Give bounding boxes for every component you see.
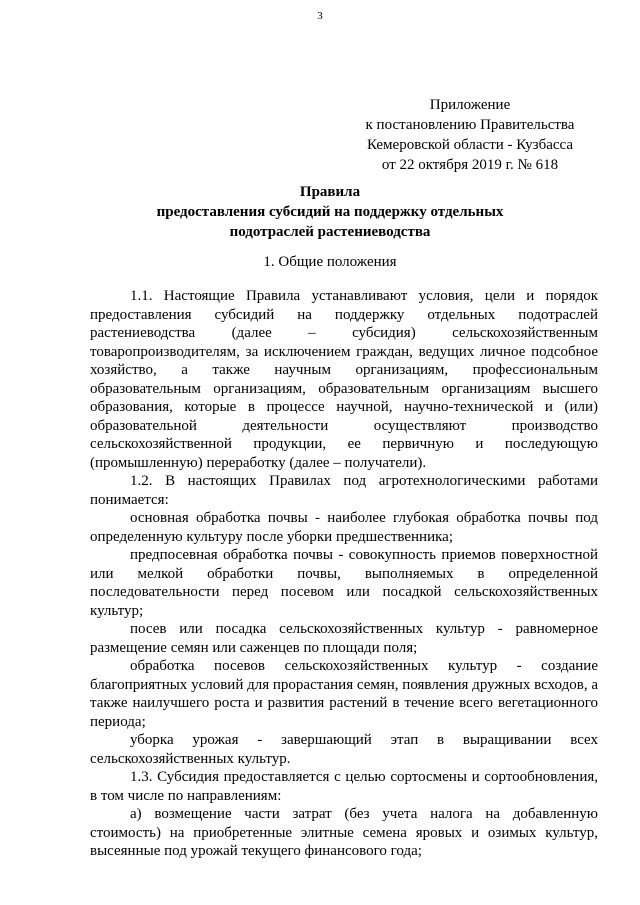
paragraph: 1.3. Субсидия предоставляется с целью сортосмены и сортообновления, в том числе по направлениям:	[90, 769, 598, 804]
paragraph: 1.1. Настоящие Правила устанавливают условия, цели и порядок предоставления субсидий на поддержку отдельных подотраслей растениеводства (далее – субсидия) сельскохозяйственным товаропроизводителям, за исключением граждан, ведущих личное подсобное хозяйство, а также научным организациям, профессиональным образовательным организациям, образовательным организациям высшего образования, которые в процессе научной, научно-технической и (или) образовательной деятельности осуществляют производство сельскохозяйственной продукции, ее первичную и последующую (промышленную) переработку (далее – получатели).	[90, 288, 598, 471]
paragraph: а) возмещение части затрат (без учета налога на добавленную стоимость) на приобретенные элитные семена яровых и озимых культур, высеянные под урожай текущего финансового года;	[90, 806, 598, 859]
appendix-line: от 22 октября 2019 г. № 618	[381, 157, 559, 173]
page-number: 3	[317, 10, 323, 22]
document-title	[80, 182, 580, 242]
title-line: Правила	[299, 184, 361, 200]
section-title: 1. Общие положения	[263, 254, 397, 270]
appendix-line: Приложение	[429, 97, 511, 113]
paragraph: 1.2. В настоящих Правилах под агротехнологическими работами понимается:	[90, 473, 598, 508]
appendix-line: Кемеровской области - Кузбасса	[366, 137, 574, 153]
title-line: подотраслей растениеводства	[229, 224, 431, 240]
paragraph: посев или посадка сельскохозяйственных культур - равномерное размещение семян или саженцев по площади поля;	[90, 621, 598, 656]
paragraph: уборка урожая - завершающий этап в выращивании всех сельскохозяйственных культур.	[90, 732, 598, 767]
paragraph: основная обработка почвы - наиболее глубокая обработка почвы под определенную культуру после уборки предшественника;	[90, 510, 598, 545]
paragraph: обработка посевов сельскохозяйственных культур - создание благоприятных условий для прорастания семян, появления дружных всходов, а также наилучшего роста и развития растений в течение всего вегетационного периода;	[90, 658, 598, 730]
paragraph: предпосевная обработка почвы - совокупность приемов поверхностной или мелкой обработки почвы, выполняемых в определенной последовательности перед посевом или посадкой сельскохозяйственных культур;	[90, 547, 598, 619]
appendix-block	[340, 95, 600, 175]
title-line: предоставления субсидий на поддержку отдельных	[156, 204, 504, 220]
appendix-line: к постановлению Правительства	[365, 117, 575, 133]
document-body	[90, 287, 598, 861]
